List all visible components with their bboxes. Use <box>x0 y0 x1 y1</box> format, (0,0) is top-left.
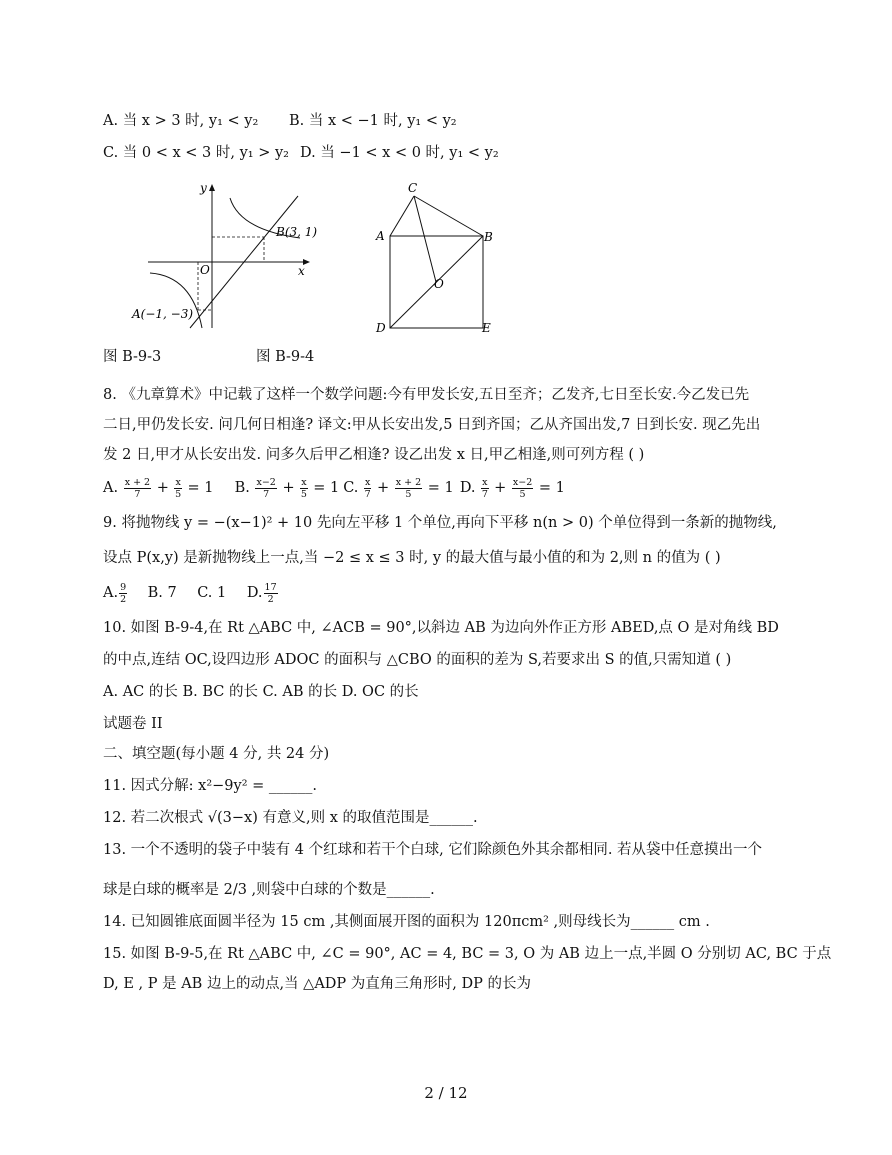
q9-line-1: 9. 将抛物线 y = −(x−1)² + 10 先向左平移 1 个单位,再向下平移 n(n > 0) 个单位得到一条新的抛物线, <box>103 515 777 531</box>
q15-line-1: 15. 如图 B-9-5,在 Rt △ABC 中, ∠C = 90°, AC = 4, BC = 3, O 为 AB 边上一点,半圆 O 分别切 AC, BC 于点 <box>103 946 832 962</box>
label-b: B <box>484 230 493 244</box>
segment-co <box>414 196 436 282</box>
q13-line-1: 13. 一个不透明的袋子中装有 4 个红球和若干个白球, 它们除颜色外其余都相同. 若从袋中任意摸出一个 <box>103 842 763 858</box>
y-axis-arrow <box>209 184 215 191</box>
caption-fig-4: 图 B-9-4 <box>256 349 315 365</box>
q11: 11. 因式分解: x²−9y² = ______. <box>103 778 318 794</box>
q14: 14. 已知圆锥底面圆半径为 15 cm ,其侧面展开图的面积为 120πcm² ,则母线长为______ cm . <box>103 914 710 930</box>
q13-line-2: 球是白球的概率是 2/3 ,则袋中白球的个数是______. <box>103 882 435 898</box>
q9-options: A. $\frac{9}{2}$ B. 7 C. 1 D. $\frac{17}{2}$ <box>103 581 277 605</box>
segment-cb <box>414 196 483 236</box>
q10-line-1: 10. 如图 B-9-4,在 Rt △ABC 中, ∠ACB = 90°,以斜边 AB 为边向外作正方形 ABED,点 O 是对角线 BD <box>103 620 779 636</box>
figure-b-9-4 <box>372 178 502 338</box>
q10-options: A. AC 的长 B. BC 的长 C. AB 的长 D. OC 的长 <box>103 684 419 700</box>
label-o: O <box>200 263 210 277</box>
figure-b-9-3 <box>130 178 320 338</box>
segment-ca <box>390 196 414 236</box>
q7-option-a: A. 当 x > 3 时, y₁ < y₂ <box>103 113 259 129</box>
caption-fig-3: 图 B-9-3 <box>103 349 162 365</box>
q7-option-b: B. 当 x < −1 时, y₁ < y₂ <box>289 113 457 129</box>
q8-line-3: 发 2 日,甲才从长安出发. 问多久后甲乙相逢? 设乙出发 x 日,甲乙相逢,则可列方程 ( ) <box>103 447 645 463</box>
q9-line-2: 设点 P(x,y) 是新抛物线上一点,当 −2 ≤ x ≤ 3 时, y 的最大值与最小值的和为 2,则 n 的值为 ( ) <box>103 550 721 566</box>
q8-line-1: 8. 《九章算术》中记载了这样一个数学问题:今有甲发长安,五日至齐；乙发齐,七日至长安.今乙发已先 <box>103 387 750 403</box>
page-number: 2 / 12 <box>424 1084 468 1102</box>
q10-line-2: 的中点,连结 OC,设四边形 ADOC 的面积与 △CBO 的面积的差为 S,若要求出 S 的值,只需知道 ( ) <box>103 652 732 668</box>
label-a: A <box>376 229 385 243</box>
label-e: E <box>482 321 491 335</box>
q8-options: A. $\frac{x + 2}{7}$ + $\frac{x}{5}$ = 1 B. $\frac{x-2}{7}$ + $\frac{x}{5}$ = 1 C. $\frac{x}{7}$ + $\frac{x + 2}{5}$ = 1 D. $\frac{x}{7}$ + $\frac{x-2}{5}$ = 1 <box>103 476 565 500</box>
label-a: A(−1, −3) <box>132 307 194 321</box>
label-x: x <box>298 264 305 278</box>
label-b: B(3, 1) <box>276 225 318 239</box>
label-c: C <box>408 181 418 195</box>
q15-line-2: D, E , P 是 AB 边上的动点,当 △ADP 为直角三角形时, DP 的长为 <box>103 976 531 992</box>
q12: 12. 若二次根式 √(3−x) 有意义,则 x 的取值范围是______. <box>103 810 478 826</box>
q8-line-2: 二日,甲仍发长安. 问几何日相逢? 译文:甲从长安出发,5 日到齐国；乙从齐国出发,7 日到长安. 现乙先出 <box>103 417 761 433</box>
label-d: D <box>376 321 386 335</box>
section-heading: 二、填空题(每小题 4 分, 共 24 分) <box>103 746 330 762</box>
q7-option-c: C. 当 0 < x < 3 时, y₁ > y₂ <box>103 145 289 161</box>
label-o: O <box>434 277 444 291</box>
q7-option-d: D. 当 −1 < x < 0 时, y₁ < y₂ <box>300 145 499 161</box>
label-y: y <box>200 181 207 195</box>
section-title: 试题卷 II <box>103 716 163 732</box>
